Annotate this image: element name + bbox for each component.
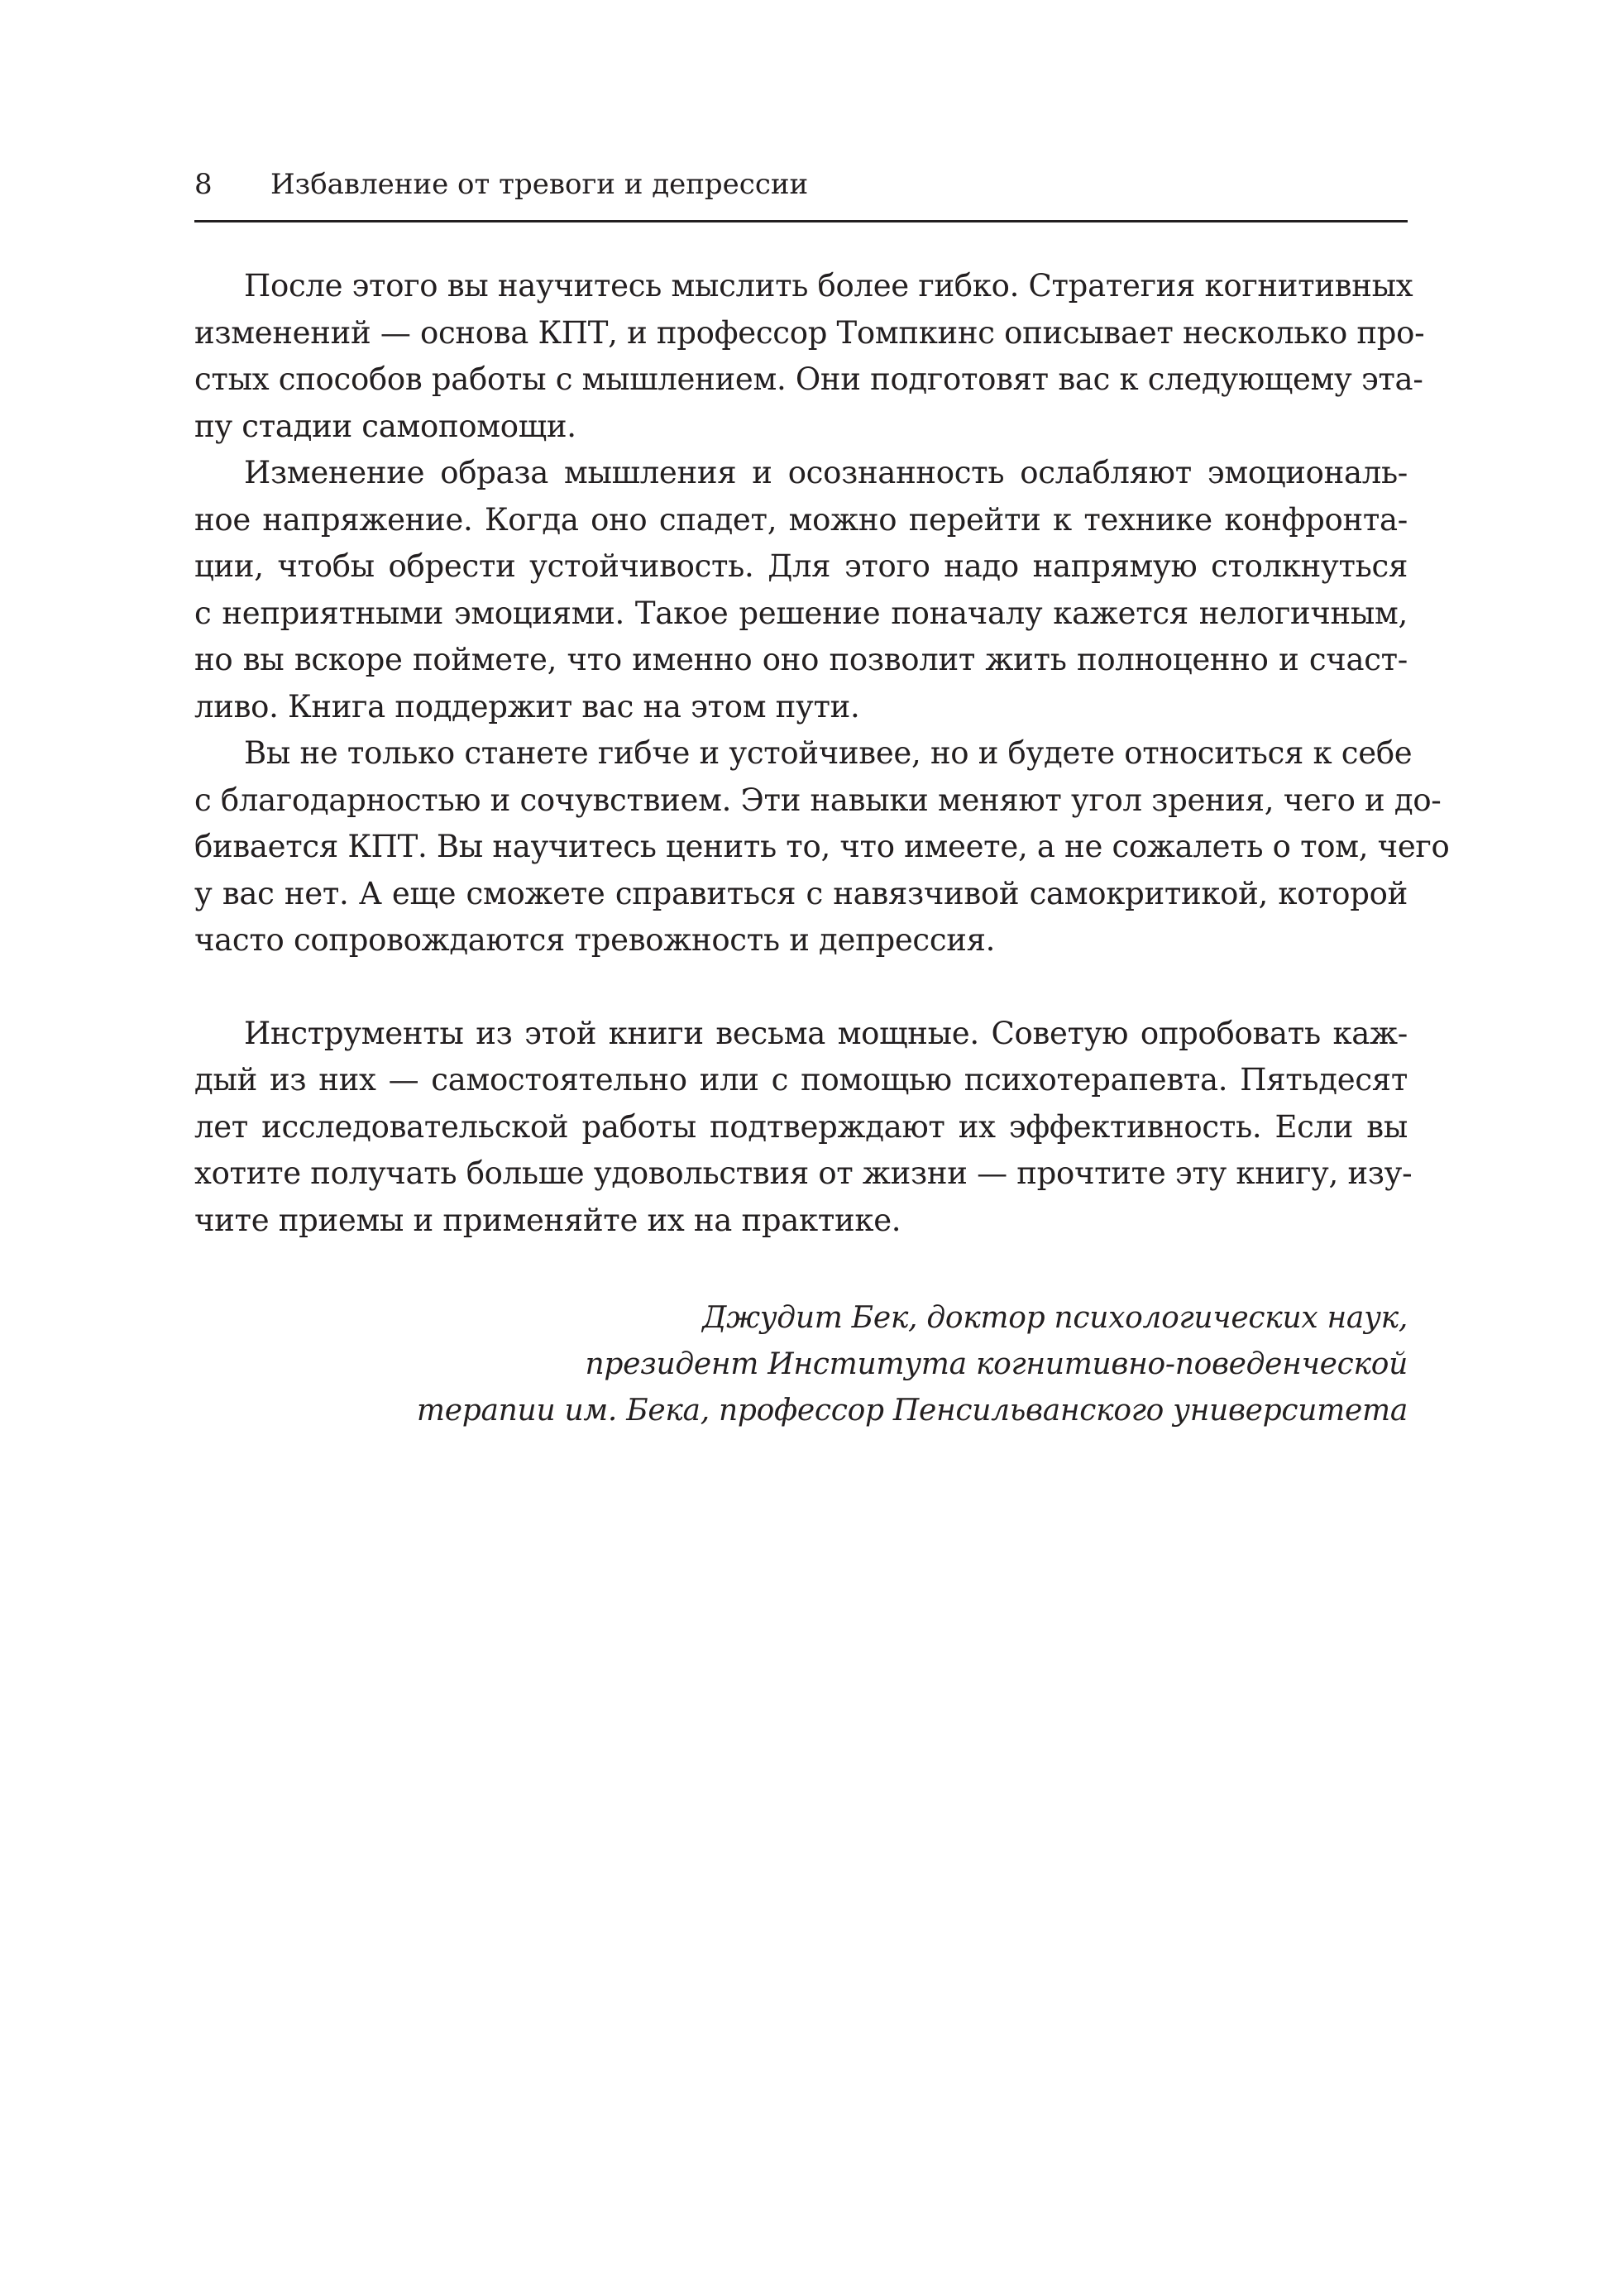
text-line: Инструменты из этой книги весьма мощные. Советую опробовать каж- [244, 1015, 1408, 1051]
signature [194, 1295, 1408, 1434]
text-line: После этого вы научитесь мыслить более гибко. Стратегия когнитивных [244, 268, 1413, 304]
text-line: хотите получать больше удовольствия от жизни — прочтите эту книгу, изу- [194, 1155, 1413, 1191]
text-line: Вы не только станете гибче и устойчивее, но и будете относиться к себе [244, 735, 1413, 771]
text-line: стых способов работы с мышлением. Они подготовят вас к следующему эта- [194, 361, 1423, 397]
text-line: ливо. Книга поддержит вас на этом пути. [194, 688, 860, 725]
text-line: у вас нет. А еще сможете справиться с навязчивой самокритикой, которой [194, 875, 1408, 911]
text-line: но вы вскоре поймете, что именно оно позволит жить полноценно и счаст- [194, 642, 1408, 677]
running-head [194, 164, 1408, 205]
text-line: с благодарностью и сочувствием. Эти навыки меняют угол зрения, чего и до- [194, 782, 1442, 818]
signature-gap [194, 1244, 1408, 1295]
text-line: ции, чтобы обрести устойчивость. Для этого надо напрямую столкнуться [194, 548, 1408, 584]
text-line: чите приемы и применяйте их на практике. [194, 1202, 901, 1238]
text-line: бивается КПТ. Вы научитесь ценить то, что имеете, а не сожалеть о том, чего [194, 829, 1450, 864]
header-rule [194, 220, 1408, 222]
text-line: лет исследовательской работы подтверждают их эффективность. Если вы [194, 1108, 1408, 1145]
text-line: пу стадии самопомощи. [194, 408, 576, 444]
text-line: изменений — основа КПТ, и профессор Томпкинс описывает несколько про- [194, 314, 1425, 351]
running-head-title: Избавление от тревоги и депрессии [270, 168, 809, 201]
page-number: 8 [194, 168, 213, 201]
text-line: ное напряжение. Когда оно спадет, можно перейти к технике конфронта- [194, 501, 1408, 538]
text-line: Изменение образа мышления и осознанность ослабляют эмоциональ- [244, 455, 1408, 490]
signature-line: Джудит Бек, доктор психологических наук, [702, 1301, 1408, 1335]
signature-line: терапии им. Бека, профессор Пенсильванского университета [416, 1394, 1408, 1428]
text-line: дый из них — самостоятельно или с помощью психотерапевта. Пятьдесят [194, 1062, 1408, 1098]
paragraph-2 [194, 450, 1408, 730]
paragraph-1 [194, 263, 1425, 450]
text-line: с неприятными эмоциями. Такое решение поначалу кажется нелогичным, [194, 595, 1408, 631]
section-gap [194, 964, 1408, 1011]
text-line: часто сопровождаются тревожность и депрессия. [194, 922, 996, 958]
page-body [194, 263, 1450, 1434]
paragraph-4 [194, 1011, 1413, 1245]
signature-line: президент Института когнитивно-поведенческой [585, 1347, 1408, 1381]
paragraph-3 [194, 730, 1450, 964]
